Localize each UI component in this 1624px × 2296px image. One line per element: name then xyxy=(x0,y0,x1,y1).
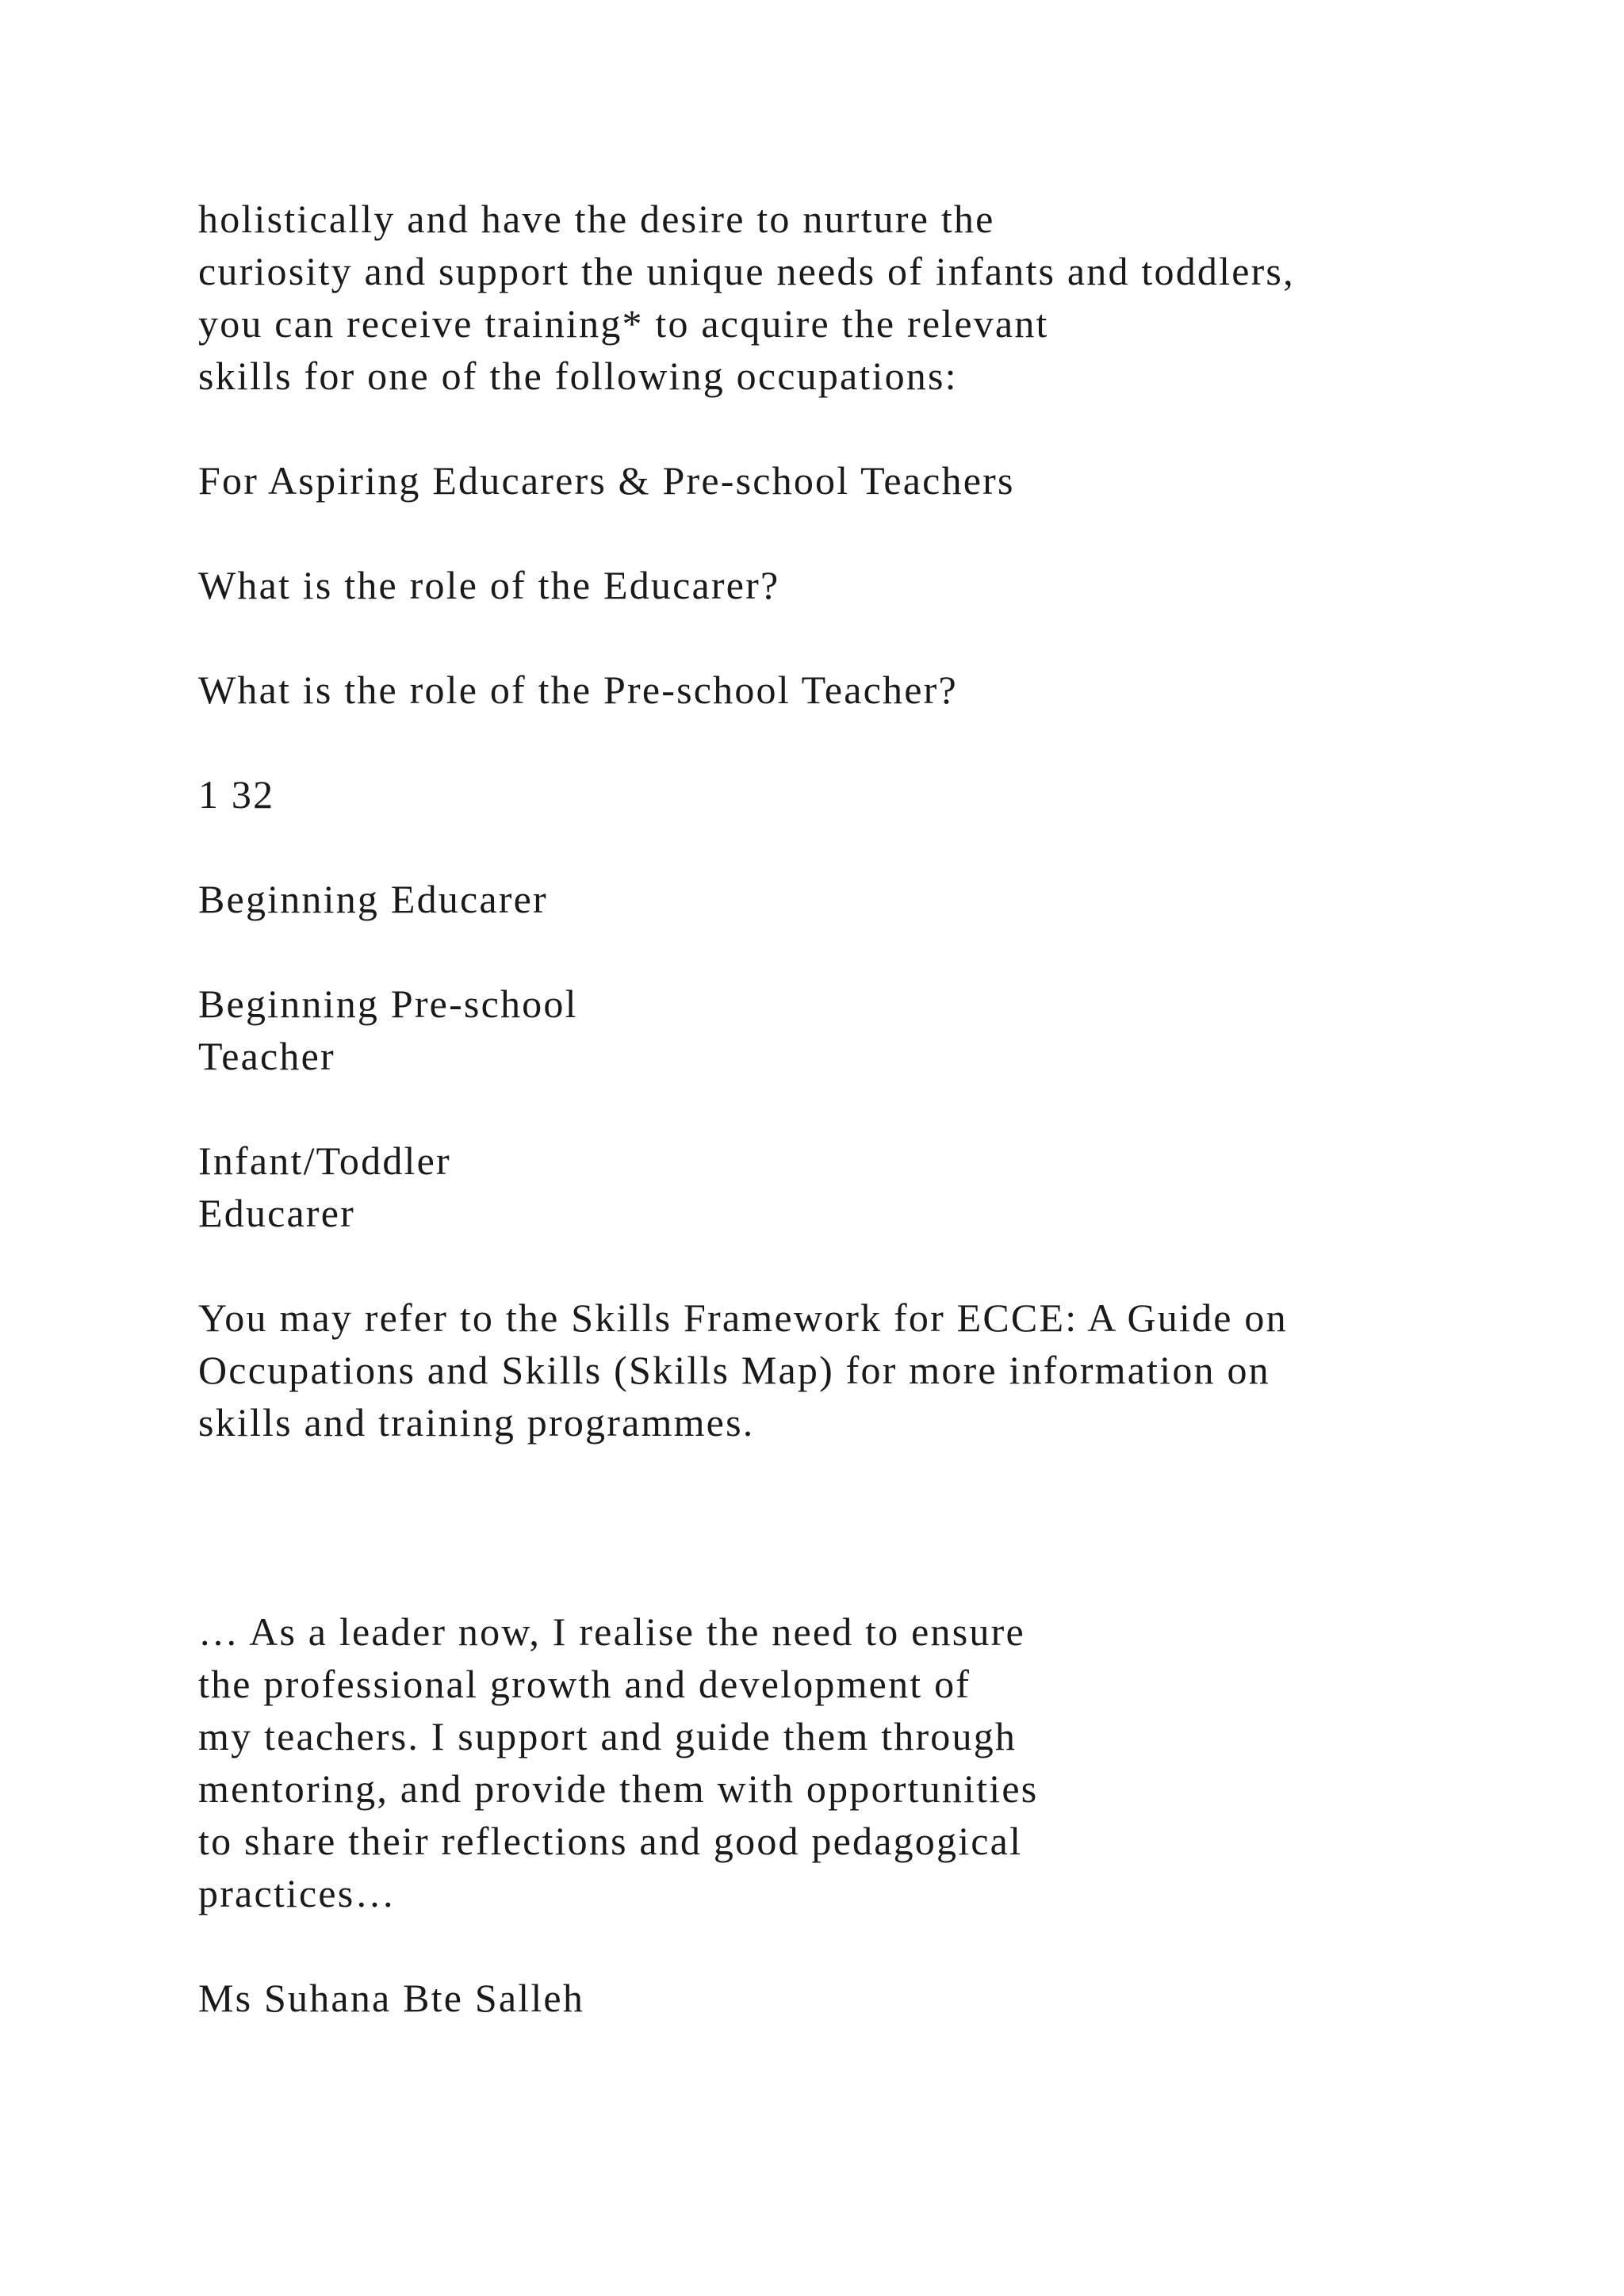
reference-line: You may refer to the Skills Framework for ECCE: A Guide on xyxy=(198,1295,1288,1340)
reference-line: Occupations and Skills (Skills Map) for more information on xyxy=(198,1348,1270,1392)
spacer xyxy=(198,1082,1507,1135)
spacer xyxy=(198,507,1507,559)
occupation-beginning-educarer: Beginning Educarer xyxy=(198,877,548,921)
question-teacher: What is the role of the Pre-school Teacher? xyxy=(198,668,958,712)
intro-line: holistically and have the desire to nurture the xyxy=(198,197,995,241)
spacer xyxy=(198,402,1507,454)
quote-line: the professional growth and development of xyxy=(198,1662,971,1706)
intro-paragraph xyxy=(198,193,1507,402)
quote-line: … As a leader now, I realise the need to ensure xyxy=(198,1609,1025,1654)
quote-line: practices… xyxy=(198,1871,396,1915)
section-heading: For Aspiring Educarers & Pre-school Teachers xyxy=(198,458,1015,503)
spacer xyxy=(198,1448,1507,1605)
occupation-line: Beginning Pre-school xyxy=(198,982,578,1026)
spacer xyxy=(198,716,1507,768)
occupation-line: Infant/Toddler xyxy=(198,1138,451,1183)
reference-line: skills and training programmes. xyxy=(198,1400,755,1445)
spacer xyxy=(198,611,1507,664)
quote-line: mentoring, and provide them with opportunities xyxy=(198,1766,1039,1811)
quote-line: to share their reflections and good pedagogical xyxy=(198,1819,1023,1863)
quote-author: Ms Suhana Bte Salleh xyxy=(198,1976,585,2020)
occupation-infant-toddler-educarer xyxy=(198,1135,1507,1239)
spacer xyxy=(198,925,1507,978)
spacer xyxy=(198,1239,1507,1292)
intro-line: curiosity and support the unique needs of infants and toddlers, xyxy=(198,249,1295,293)
occupation-line: Teacher xyxy=(198,1034,335,1078)
leader-quote xyxy=(198,1605,1507,1919)
occupation-beginning-preschool-teacher xyxy=(198,978,1507,1082)
intro-line: you can receive training* to acquire the relevant xyxy=(198,301,1049,346)
quote-line: my teachers. I support and guide them through xyxy=(198,1714,1017,1758)
page-numbers: 1 32 xyxy=(198,772,275,817)
reference-paragraph xyxy=(198,1292,1507,1448)
occupation-line: Educarer xyxy=(198,1191,356,1235)
document-body xyxy=(198,193,1507,2024)
spacer xyxy=(198,821,1507,873)
spacer xyxy=(198,1919,1507,1972)
intro-line: skills for one of the following occupations: xyxy=(198,354,958,398)
question-educarer: What is the role of the Educarer? xyxy=(198,563,780,607)
